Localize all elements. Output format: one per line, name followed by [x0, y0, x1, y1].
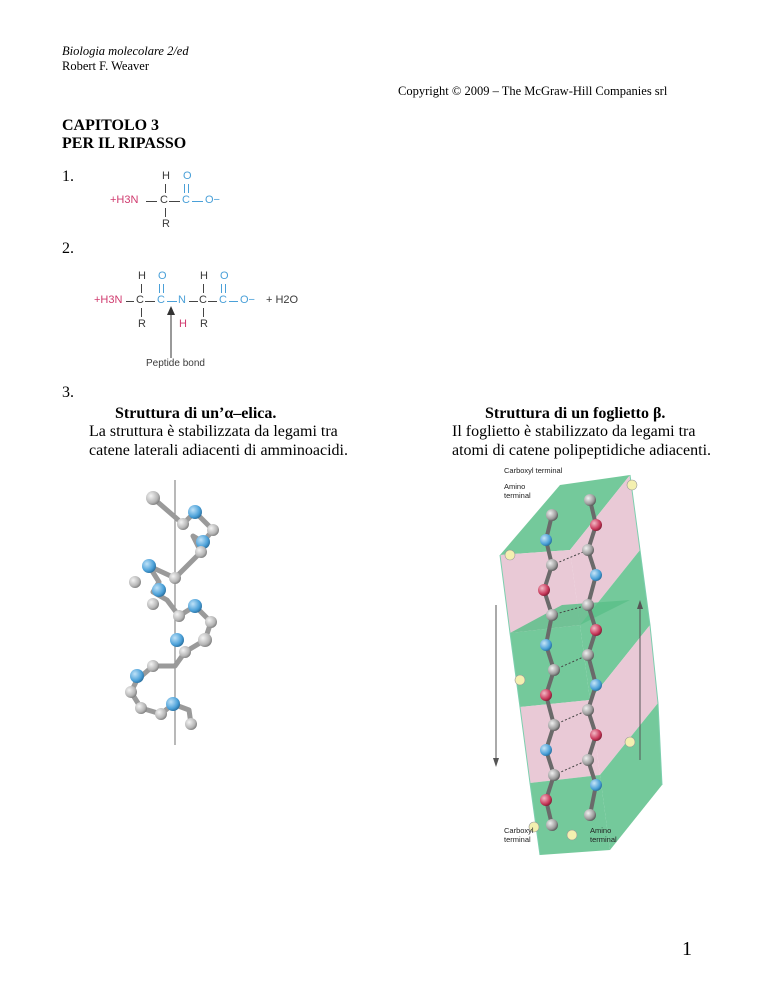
chem1-carbon-carboxyl: C — [182, 194, 190, 206]
chem2-r2: R — [200, 318, 208, 330]
chem1-carbon-alpha: C — [160, 194, 168, 206]
bond-line — [188, 184, 189, 193]
chem1-o: O — [183, 170, 192, 182]
item-number-1: 1. — [62, 168, 74, 185]
bond-line — [192, 201, 203, 202]
chem2-carbon-3: C — [199, 294, 207, 306]
label-carboxyl-terminal-top: Carboxyl terminal — [504, 466, 563, 475]
chem2-o2: O — [220, 270, 229, 282]
label-amino-top-2: terminal — [504, 491, 531, 500]
strand-direction-arrow-down-icon — [493, 605, 499, 767]
chem1-h: H — [162, 170, 170, 182]
chem2-carbon-4: C — [219, 294, 227, 306]
amino-acid-structure — [108, 170, 268, 232]
beta-sheet-desc-line1: Il foglietto è stabilizzato da legami tra — [452, 423, 696, 440]
label-carboxyl-bottom-1: Carboxyl — [504, 826, 534, 835]
bond-line — [145, 301, 155, 302]
chem2-carbon-2: C — [157, 294, 165, 306]
label-carboxyl-bottom-2: terminal — [504, 835, 531, 844]
chem2-water: + H2O — [266, 294, 299, 306]
label-amino-bottom-2: terminal — [590, 835, 617, 844]
bond-line — [163, 284, 164, 293]
sheet-planes — [500, 475, 662, 855]
bond-line — [167, 301, 177, 302]
chem2-carbon-1: C — [136, 294, 144, 306]
chem1-r-group: R — [162, 218, 170, 230]
bond-line — [141, 284, 142, 293]
beta-sheet-desc-line2: atomi di catene polipeptidiche adiacenti. — [452, 442, 712, 459]
author: Robert F. Weaver — [62, 59, 149, 73]
bond-line — [184, 184, 185, 193]
bond-line — [165, 208, 166, 217]
alpha-helix-desc-line1: La struttura è stabilizzata da legami tra — [89, 423, 338, 440]
chapter-subtitle: PER IL RIPASSO — [62, 135, 187, 152]
chem2-o1: O — [158, 270, 167, 282]
bond-line — [203, 284, 204, 293]
item-number-2: 2. — [62, 240, 74, 257]
bond-line — [141, 308, 142, 317]
bond-line — [169, 201, 180, 202]
peptide-bond-arrow-icon — [164, 306, 178, 358]
peptide-bond-caption: Peptide bond — [146, 358, 205, 369]
dipeptide-structure — [94, 270, 324, 375]
page-number: 1 — [682, 938, 692, 960]
book-title: Biologia molecolare 2/ed — [62, 44, 189, 58]
chem2-h2: H — [200, 270, 208, 282]
bond-line — [159, 284, 160, 293]
beta-sheet-illustration — [480, 455, 670, 865]
chem2-amino-group: +H3N — [94, 294, 123, 306]
chem2-r1: R — [138, 318, 146, 330]
chem2-nitrogen: N — [178, 294, 186, 306]
beta-sheet-title: Struttura di un foglietto β. — [485, 405, 666, 422]
chapter-title: CAPITOLO 3 — [62, 117, 160, 134]
label-amino-bottom-1: Amino — [590, 826, 612, 835]
item-number-3: 3. — [62, 384, 74, 401]
alpha-helix-illustration — [115, 480, 235, 745]
bond-line — [208, 301, 217, 302]
bond-line — [146, 201, 157, 202]
label-amino-top-1: Amino — [504, 482, 526, 491]
helix-backbone — [131, 498, 213, 724]
bond-line — [189, 301, 198, 302]
bond-line — [126, 301, 134, 302]
alpha-helix-desc-line2: catene laterali adiacenti di amminoacidi. — [89, 442, 348, 459]
chem1-carboxylate: O− — [205, 194, 220, 206]
alpha-helix-title: Struttura di un’α–elica. — [115, 405, 277, 422]
chem2-h1: H — [138, 270, 146, 282]
copyright: Copyright © 2009 – The McGraw-Hill Companies srl — [398, 84, 668, 98]
bond-line — [165, 184, 166, 193]
bond-line — [221, 284, 222, 293]
chem1-amino-group: +H3N — [110, 194, 139, 206]
chem2-nh-hydrogen: H — [179, 318, 187, 330]
chem2-carboxylate: O− — [240, 294, 255, 306]
bond-line — [229, 301, 238, 302]
bond-line — [203, 308, 204, 317]
bond-line — [225, 284, 226, 293]
